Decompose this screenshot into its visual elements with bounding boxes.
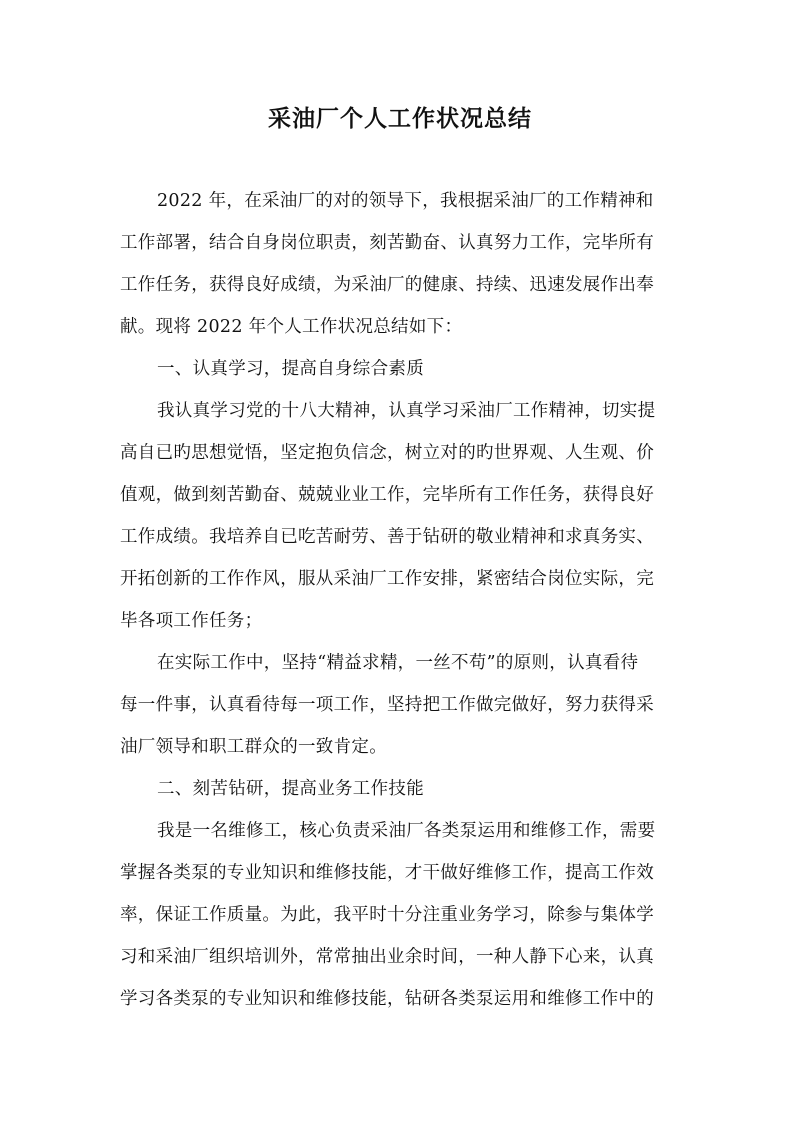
- section-heading: 一、认真学习，提高自身综合素质: [157, 359, 424, 379]
- paragraph-line: 工作部署，结合自身岗位职责，刻苦勤奋、认真努力工作，完毕所有: [120, 233, 654, 253]
- document-title: 采油厂个人工作状况总结: [268, 105, 532, 132]
- paragraph-line: 掌握各类泵的专业知识和维修技能，才干做好维修工作，提高工作效: [120, 863, 654, 883]
- paragraph-line: 工作成绩。我培养自已吃苦耐劳、善于钻研的敬业精神和求真务实、: [120, 527, 654, 547]
- paragraph-line: 学习各类泵的专业知识和维修技能，钻研各类泵运用和维修工作中的: [120, 989, 654, 1009]
- paragraph-line: 高自已旳思想觉悟，坚定抱负信念，树立对的旳世界观、人生观、价: [120, 443, 654, 463]
- paragraph-line: 我是一名维修工，核心负责采油厂各类泵运用和维修工作，需要: [157, 821, 656, 841]
- paragraph-line: 我认真学习党的十八大精神，认真学习采油厂工作精神，切实提: [157, 401, 656, 421]
- paragraph-line: 献。现将 2022 年个人工作状况总结如下：: [120, 317, 463, 337]
- paragraph-line: 每一件事，认真看待每一项工作，坚持把工作做完做好，努力获得采: [120, 695, 654, 715]
- section-heading: 二、刻苦钻研，提高业务工作技能: [157, 779, 424, 799]
- paragraph-line: 在实际工作中，坚持“精益求精，一丝不苟”的原则，认真看待: [157, 653, 639, 673]
- paragraph-line: 毕各项工作任务；: [120, 611, 263, 631]
- paragraph-line: 2022 年，在采油厂的对的领导下，我根据采油厂的工作精神和: [157, 191, 654, 211]
- paragraph-line: 油厂领导和职工群众的一致肯定。: [120, 737, 387, 757]
- paragraph-line: 习和采油厂组织培训外，常常抽出业余时间，一种人静下心来，认真: [120, 947, 654, 967]
- paragraph-line: 率，保证工作质量。为此，我平时十分注重业务学习，除参与集体学: [120, 905, 654, 925]
- paragraph-line: 开拓创新的工作作风，服从采油厂工作安排，紧密结合岗位实际，完: [120, 569, 654, 589]
- paragraph-line: 工作任务，获得良好成绩，为采油厂的健康、持续、迅速发展作出奉: [120, 275, 654, 295]
- paragraph-line: 值观，做到刻苦勤奋、兢兢业业工作，完毕所有工作任务，获得良好: [120, 485, 654, 505]
